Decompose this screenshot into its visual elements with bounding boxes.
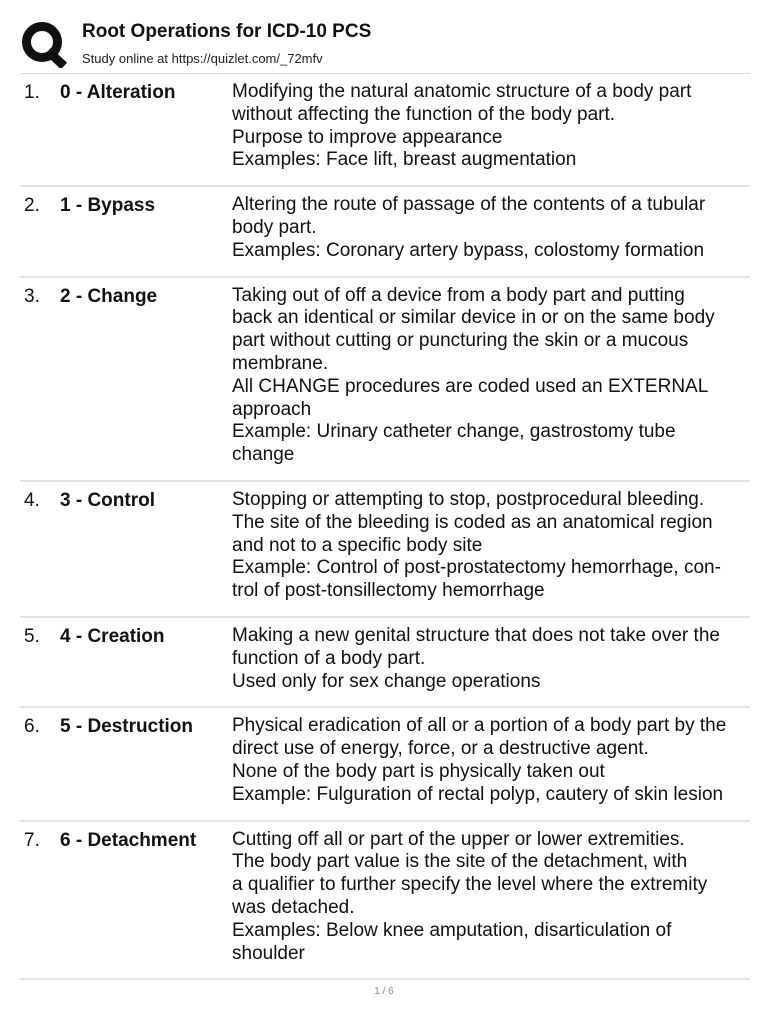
definition-line: Example: Fulguration of rectal polyp, cautery of skin lesion [232,783,724,805]
item-definition [232,625,750,693]
definition-line: Examples: Below knee amputation, disarticulation of [232,919,672,941]
item-definition [232,194,750,262]
page-title: Root Operations for ICD-10 PCS [82,21,372,42]
definition-line: part without cutting or puncturing the skin or a mucous [232,330,689,352]
definition-line: Cutting off all or part of the upper or lower extremities. [232,828,685,850]
item-definition [232,829,750,966]
definition-line: was detached. [232,896,355,918]
flashcard-list [20,74,750,980]
definition-line: Stopping or attempting to stop, postprocedural bleeding. [232,488,705,510]
definition-line: and not to a specific body site [232,534,483,556]
item-number: 4. [24,489,40,511]
definition-line: Making a new genital structure that does not take over the [232,624,720,646]
list-item [20,187,750,277]
definition-line: without affecting the function of the body part. [232,103,616,125]
item-number: 5. [24,625,40,647]
item-number: 7. [24,829,40,851]
item-definition [232,715,750,806]
definition-line: Examples: Face lift, breast augmentation [232,149,577,171]
definition-line: Example: Control of post-prostatectomy hemorrhage, con- [232,557,721,579]
item-term: 5 - Destruction [60,716,194,738]
item-definition [232,81,750,172]
definition-line: change [232,444,295,466]
item-number: 3. [24,285,40,307]
definition-line: trol of post-tonsillectomy hemorrhage [232,580,545,602]
list-item [20,278,750,482]
item-number: 6. [24,716,40,738]
item-term: 3 - Control [60,489,155,511]
list-item [20,74,750,187]
definition-line: a qualifier to further specify the level where the extremity [232,874,708,896]
list-item [20,618,750,708]
page-number: 1 / 6 [374,986,394,997]
definition-line: direct use of energy, force, or a destructive agent. [232,738,649,760]
definition-line: Used only for sex change operations [232,670,541,692]
definition-line: body part. [232,216,317,238]
list-item [20,708,750,821]
item-definition [232,489,750,603]
item-definition [232,285,750,467]
definition-line: shoulder [232,942,305,964]
item-term: 4 - Creation [60,625,165,647]
definition-line: Examples: Coronary artery bypass, colostomy formation [232,239,705,261]
definition-line: Purpose to improve appearance [232,126,503,148]
definition-line: Example: Urinary catheter change, gastrostomy tube [232,421,676,443]
definition-line: The body part value is the site of the detachment, with [232,851,688,873]
item-number: 1. [24,82,40,103]
page-header [20,16,750,72]
list-item [20,822,750,981]
item-term: 1 - Bypass [60,195,156,217]
item-term: 0 - Alteration [60,82,176,103]
definition-line: None of the body part is physically taken out [232,760,605,782]
definition-line: approach [232,398,312,420]
list-item [20,482,750,618]
definition-line: The site of the bleeding is coded as an anatomical region [232,511,713,533]
item-number: 2. [24,195,40,217]
definition-line: function of a body part. [232,647,426,669]
definition-line: Altering the route of passage of the contents of a tubular [232,194,706,216]
definition-line: Taking out of off a device from a body part and putting [232,284,685,306]
item-term: 6 - Detachment [60,829,197,851]
quizlet-logo-icon [20,20,68,68]
definition-line: All CHANGE procedures are coded used an EXTERNAL [232,375,709,397]
definition-line: back an identical or similar device in or on the same body [232,307,715,329]
definition-line: Physical eradication of all or a portion of a body part by the [232,715,727,737]
definition-line: membrane. [232,352,329,374]
item-term: 2 - Change [60,285,158,307]
study-link[interactable]: Study online at https://quizlet.com/_72mfv [82,51,323,66]
definition-line: Modifying the natural anatomic structure of a body part [232,81,692,102]
